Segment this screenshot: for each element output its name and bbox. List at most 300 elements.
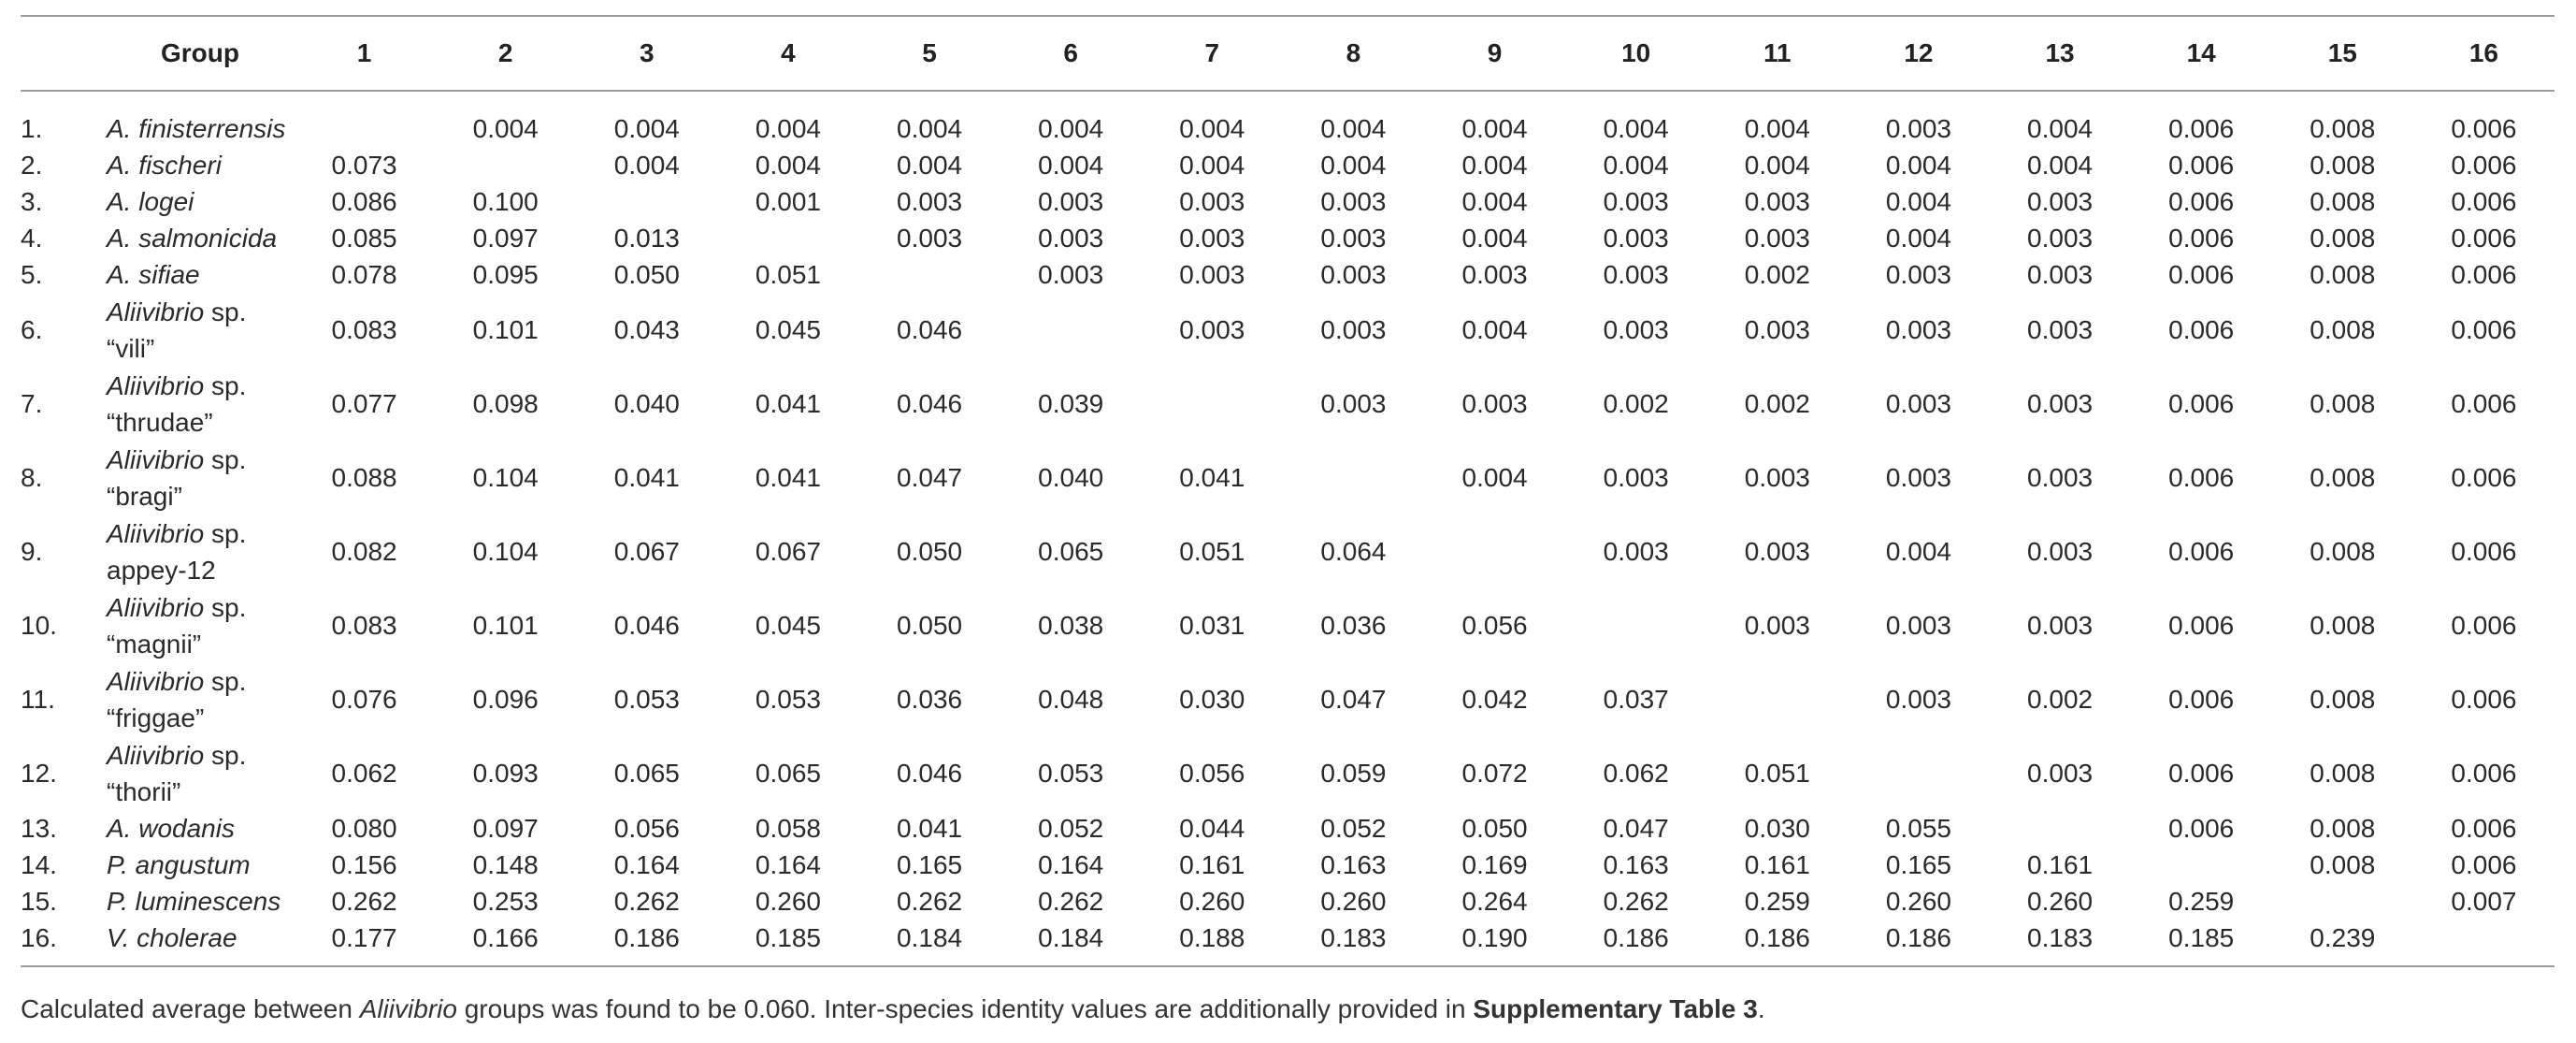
distance-cell: 0.003: [1179, 260, 1245, 289]
group-strain: “bragi”: [107, 481, 182, 511]
distance-cell: 0.004: [1038, 151, 1104, 180]
distance-cell: 0.003: [1744, 187, 1810, 216]
distance-cell: 0.253: [472, 887, 539, 916]
distance-cell: 0.163: [1320, 850, 1387, 879]
distance-cell: 0.001: [755, 187, 821, 216]
distance-cell: 0.008: [2310, 151, 2376, 180]
distance-cell: 0.006: [2451, 151, 2517, 180]
distance-cell: 0.030: [1744, 814, 1810, 843]
distance-cell: 0.186: [1706, 920, 1848, 966]
row-index: 14.: [21, 850, 57, 879]
distance-cell: 0.004: [1885, 187, 1951, 216]
distance-cell: 0.003: [2027, 389, 2094, 418]
distance-cell: 0.004: [1320, 151, 1387, 180]
group-sp: sp.: [204, 666, 247, 696]
distance-cell: 0.064: [1320, 537, 1387, 566]
distance-cell: 0.003: [1461, 389, 1528, 418]
distance-cell: 0.065: [613, 759, 680, 788]
distance-cell: 0.003: [1603, 224, 1669, 253]
distance-cell: 0.003: [1320, 224, 1387, 253]
distance-cell: 0.004: [1179, 151, 1245, 180]
group-name: [107, 847, 294, 883]
distance-cell: [576, 183, 717, 220]
group-genus: A. sifiae: [107, 260, 200, 289]
distance-cell: 0.164: [613, 850, 680, 879]
distance-cell: 0.003: [2027, 611, 2094, 640]
distance-cell: 0.003: [1744, 537, 1810, 566]
header-col-13: 13: [1990, 16, 2131, 91]
table-row: [21, 293, 2554, 367]
distance-cell: 0.041: [613, 463, 680, 492]
distance-cell: 0.165: [897, 850, 963, 879]
distance-cell: 0.188: [1142, 920, 1283, 966]
distance-cell: 0.006: [2451, 537, 2517, 566]
distance-cell: 0.260: [1179, 887, 1245, 916]
distance-cell: 0.003: [1461, 260, 1528, 289]
row-index: 15.: [21, 887, 57, 916]
header-col-9: 9: [1424, 16, 1565, 91]
group-name: [107, 220, 294, 256]
group-sp: sp.: [204, 370, 247, 400]
distance-cell: 0.080: [331, 814, 397, 843]
distance-cell: 0.003: [2027, 224, 2094, 253]
distance-cell: 0.044: [1179, 814, 1245, 843]
distance-cell: 0.004: [613, 151, 680, 180]
distance-cell: 0.003: [1038, 260, 1104, 289]
row-index: 5.: [21, 260, 43, 289]
group-sp: sp.: [204, 444, 247, 474]
distance-cell: [2413, 920, 2554, 966]
group-name: [107, 514, 294, 588]
distance-cell: 0.052: [1038, 814, 1104, 843]
header-col-16: 16: [2413, 16, 2554, 91]
distance-cell: 0.006: [2168, 224, 2235, 253]
group-name: [107, 736, 294, 810]
distance-cell: 0.003: [1038, 187, 1104, 216]
distance-cell: 0.161: [1179, 850, 1245, 879]
distance-cell: 0.046: [897, 389, 963, 418]
distance-cell: [1424, 514, 1565, 588]
distance-cell: 0.006: [2451, 759, 2517, 788]
distance-cell: 0.008: [2310, 611, 2376, 640]
distance-cell: 0.262: [331, 887, 397, 916]
distance-cell: 0.008: [2310, 463, 2376, 492]
distance-cell: 0.100: [472, 187, 539, 216]
distance-cell: 0.038: [1038, 611, 1104, 640]
distance-cell: 0.036: [1320, 611, 1387, 640]
distance-cell: 0.003: [1179, 315, 1245, 344]
group-genus: P. angustum: [107, 850, 251, 879]
distance-cell: 0.097: [472, 224, 539, 253]
footnote-text-2: groups was found to be 0.060. Inter-species identity values are additionally provided in: [456, 994, 1474, 1023]
distance-cell: 0.039: [1038, 389, 1104, 418]
table-row: [21, 441, 2554, 514]
distance-cell: 0.042: [1461, 685, 1528, 714]
group-strain: “friggae”: [107, 703, 205, 732]
distance-cell: 0.004: [2027, 114, 2094, 143]
distance-cell: 0.006: [2168, 814, 2235, 843]
distance-cell: 0.104: [472, 463, 539, 492]
distance-cell: 0.006: [2168, 151, 2235, 180]
distance-cell: 0.065: [755, 759, 821, 788]
distance-cell: 0.062: [1603, 759, 1669, 788]
header-col-2: 2: [435, 16, 576, 91]
distance-cell: 0.006: [2451, 463, 2517, 492]
distance-cell: 0.003: [897, 187, 963, 216]
distance-cell: 0.006: [2168, 389, 2235, 418]
distance-cell: 0.183: [1283, 920, 1424, 966]
row-index: 7.: [21, 389, 43, 418]
distance-cell: 0.062: [331, 759, 397, 788]
distance-cell: 0.004: [1603, 114, 1669, 143]
distance-cell: 0.185: [717, 920, 858, 966]
distance-cell: 0.050: [1461, 814, 1528, 843]
distance-cell: 0.003: [1320, 187, 1387, 216]
distance-cell: 0.004: [897, 114, 963, 143]
distance-cell: 0.006: [2168, 114, 2235, 143]
distance-cell: 0.041: [755, 389, 821, 418]
header-row: [21, 16, 2554, 91]
distance-cell: 0.067: [755, 537, 821, 566]
distance-cell: 0.006: [2168, 260, 2235, 289]
distance-cell: 0.053: [755, 685, 821, 714]
row-index: 16.: [21, 920, 107, 966]
distance-cell: 0.003: [1320, 389, 1387, 418]
distance-cell: 0.051: [1744, 759, 1810, 788]
header-col-7: 7: [1142, 16, 1283, 91]
group-name: [107, 883, 294, 920]
distance-cell: 0.006: [2168, 463, 2235, 492]
table-footnote: [21, 994, 1765, 1024]
distance-cell: 0.004: [1179, 114, 1245, 143]
table-header: [21, 16, 2554, 91]
group-strain: “thrudae”: [107, 407, 213, 437]
distance-cell: 0.050: [897, 611, 963, 640]
distance-cell: [1000, 293, 1142, 367]
distance-cell: 0.003: [1320, 315, 1387, 344]
group-strain: appey-12: [107, 555, 216, 585]
distance-cell: 0.085: [331, 224, 397, 253]
group-sp: sp.: [204, 740, 247, 770]
table-body: [21, 91, 2554, 966]
distance-cell: 0.077: [331, 389, 397, 418]
distance-cell: 0.072: [1461, 759, 1528, 788]
distance-cell: 0.262: [1038, 887, 1104, 916]
distance-cell: 0.003: [2027, 315, 2094, 344]
distance-cell: 0.008: [2310, 224, 2376, 253]
header-col-6: 6: [1000, 16, 1142, 91]
distance-cell: 0.003: [1885, 611, 1951, 640]
table-row: [21, 91, 2554, 147]
distance-cell: 0.006: [2168, 759, 2235, 788]
distance-cell: 0.004: [1461, 315, 1528, 344]
header-col-12: 12: [1848, 16, 1989, 91]
distance-cell: [1706, 662, 1848, 736]
distance-cell: [294, 91, 435, 147]
distance-cell: 0.050: [897, 537, 963, 566]
distance-cell: 0.065: [1038, 537, 1104, 566]
distance-cell: 0.040: [613, 389, 680, 418]
distance-cell: 0.169: [1461, 850, 1528, 879]
distance-cell: 0.048: [1038, 685, 1104, 714]
header-col-4: 4: [717, 16, 858, 91]
distance-cell: 0.148: [472, 850, 539, 879]
table-row: [21, 367, 2554, 441]
distance-cell: 0.008: [2310, 315, 2376, 344]
distance-cell: 0.003: [1885, 389, 1951, 418]
distance-cell: 0.260: [2027, 887, 2094, 916]
distance-cell: 0.047: [1320, 685, 1387, 714]
distance-cell: 0.096: [472, 685, 539, 714]
row-index: 10.: [21, 611, 57, 640]
distance-cell: 0.073: [331, 151, 397, 180]
distance-cell: 0.006: [2168, 685, 2235, 714]
group-genus: A. fischeri: [107, 151, 222, 180]
row-index: 9.: [21, 537, 43, 566]
table-row: [21, 183, 2554, 220]
distance-cell: [2131, 847, 2272, 883]
footnote-text-1: Calculated average between: [21, 994, 360, 1023]
distance-cell: 0.003: [2027, 759, 2094, 788]
distance-cell: 0.047: [1603, 814, 1669, 843]
distance-cell: [859, 256, 1000, 293]
distance-cell: 0.097: [472, 814, 539, 843]
distance-cell: 0.040: [1038, 463, 1104, 492]
distance-cell: 0.186: [576, 920, 717, 966]
group-genus: Aliivibrio: [107, 444, 205, 474]
distance-cell: 0.166: [435, 920, 576, 966]
group-genus: Aliivibrio: [107, 740, 205, 770]
distance-cell: 0.183: [1990, 920, 2131, 966]
row-index: 12.: [21, 759, 57, 788]
distance-cell: 0.004: [1744, 151, 1810, 180]
distance-cell: 0.004: [1461, 151, 1528, 180]
distance-cell: 0.259: [2168, 887, 2235, 916]
distance-cell: 0.004: [755, 151, 821, 180]
header-col-15: 15: [2272, 16, 2413, 91]
distance-cell: 0.046: [897, 759, 963, 788]
distance-cell: 0.185: [2131, 920, 2272, 966]
distance-cell: 0.008: [2310, 114, 2376, 143]
distance-cell: 0.006: [2168, 611, 2235, 640]
distance-cell: 0.260: [755, 887, 821, 916]
distance-cell: 0.008: [2310, 389, 2376, 418]
distance-cell: [435, 147, 576, 183]
header-col-14: 14: [2131, 16, 2272, 91]
row-index: 2.: [21, 151, 43, 180]
group-name: [107, 441, 294, 514]
distance-cell: 0.008: [2310, 685, 2376, 714]
distance-cell: 0.088: [331, 463, 397, 492]
table-row: [21, 847, 2554, 883]
distance-cell: 0.050: [613, 260, 680, 289]
distance-cell: 0.006: [2168, 315, 2235, 344]
distance-cell: 0.003: [1744, 463, 1810, 492]
distance-cell: 0.098: [472, 389, 539, 418]
distance-cell: 0.003: [1320, 260, 1387, 289]
distance-cell: 0.177: [294, 920, 435, 966]
distance-cell: 0.164: [755, 850, 821, 879]
table-row: [21, 736, 2554, 810]
distance-cell: 0.046: [897, 315, 963, 344]
distance-cell: 0.259: [1744, 887, 1810, 916]
distance-cell: 0.260: [1320, 887, 1387, 916]
distance-cell: 0.004: [897, 151, 963, 180]
group-genus: P. luminescens: [107, 887, 281, 916]
distance-cell: 0.004: [472, 114, 539, 143]
distance-cell: 0.003: [897, 224, 963, 253]
distance-cell: [1283, 441, 1424, 514]
distance-cell: 0.046: [613, 611, 680, 640]
header-group: Group: [107, 16, 294, 91]
distance-cell: 0.004: [1744, 114, 1810, 143]
group-name: [107, 147, 294, 183]
table-row: [21, 588, 2554, 662]
distance-cell: 0.045: [755, 611, 821, 640]
group-genus: Aliivibrio: [107, 297, 205, 326]
distance-cell: 0.006: [2451, 224, 2517, 253]
distance-cell: [1142, 367, 1283, 441]
distance-cell: [1990, 810, 2131, 847]
distance-cell: 0.058: [755, 814, 821, 843]
group-genus: A. finisterrensis: [107, 114, 286, 143]
distance-cell: 0.045: [755, 315, 821, 344]
distance-cell: 0.164: [1038, 850, 1104, 879]
distance-cell: 0.055: [1885, 814, 1951, 843]
distance-cell: 0.003: [1603, 260, 1669, 289]
group-genus: Aliivibrio: [107, 666, 205, 696]
row-index: 11.: [21, 685, 55, 714]
group-genus: Aliivibrio: [107, 592, 205, 622]
header-col-5: 5: [859, 16, 1000, 91]
distance-cell: 0.002: [1744, 260, 1810, 289]
distance-cell: 0.004: [1885, 224, 1951, 253]
distance-cell: 0.002: [2027, 685, 2094, 714]
distance-cell: 0.161: [2027, 850, 2094, 879]
table-row: [21, 256, 2554, 293]
distance-cell: 0.051: [755, 260, 821, 289]
distance-cell: 0.083: [331, 611, 397, 640]
distance-cell: 0.104: [472, 537, 539, 566]
footnote-genus: Aliivibrio: [359, 994, 457, 1023]
distance-cell: 0.004: [1885, 151, 1951, 180]
distance-cell: 0.008: [2310, 187, 2376, 216]
distance-cell: 0.163: [1603, 850, 1669, 879]
distance-cell: 0.043: [613, 315, 680, 344]
group-genus: A. salmonicida: [107, 224, 278, 253]
distance-cell: 0.053: [1038, 759, 1104, 788]
distance-cell: 0.082: [331, 537, 397, 566]
distance-cell: 0.041: [1179, 463, 1245, 492]
group-name: [107, 256, 294, 293]
group-strain: “magnii”: [107, 629, 202, 659]
distance-cell: 0.101: [472, 611, 539, 640]
table-row: [21, 920, 2554, 966]
distance-cell: 0.086: [331, 187, 397, 216]
distance-cell: [717, 220, 858, 256]
header-col-1: 1: [294, 16, 435, 91]
group-name: [107, 367, 294, 441]
table-row: [21, 810, 2554, 847]
footnote-text-3: .: [1757, 994, 1765, 1023]
distance-cell: 0.003: [1744, 224, 1810, 253]
distance-cell: 0.004: [1461, 224, 1528, 253]
group-name: [107, 91, 294, 147]
distance-cell: 0.013: [613, 224, 680, 253]
row-index: 3.: [21, 187, 43, 216]
header-index-cell: [21, 16, 107, 91]
group-name: [107, 662, 294, 736]
distance-cell: [1565, 588, 1706, 662]
group-sp: sp.: [204, 297, 247, 326]
distance-cell: 0.004: [1320, 114, 1387, 143]
distance-cell: 0.003: [1603, 463, 1669, 492]
distance-cell: 0.003: [1603, 315, 1669, 344]
distance-cell: 0.004: [1461, 463, 1528, 492]
distance-cell: 0.008: [2310, 759, 2376, 788]
distance-cell: 0.262: [1603, 887, 1669, 916]
distance-cell: 0.004: [1461, 187, 1528, 216]
distance-cell: 0.190: [1424, 920, 1565, 966]
distance-cell: 0.006: [2451, 850, 2517, 879]
distance-cell: 0.003: [1179, 187, 1245, 216]
distance-cell: 0.076: [331, 685, 397, 714]
distance-cell: 0.053: [613, 685, 680, 714]
distance-cell: 0.041: [897, 814, 963, 843]
distance-cell: 0.006: [2451, 315, 2517, 344]
group-name: [107, 293, 294, 367]
distance-cell: 0.006: [2451, 114, 2517, 143]
group-sp: sp.: [204, 592, 247, 622]
distance-cell: 0.184: [859, 920, 1000, 966]
row-index: 1.: [21, 114, 43, 143]
distance-cell: 0.083: [331, 315, 397, 344]
distance-cell: 0.078: [331, 260, 397, 289]
distance-cell: 0.059: [1320, 759, 1387, 788]
table-row: [21, 883, 2554, 920]
row-index: 13.: [21, 814, 57, 843]
distance-cell: 0.260: [1885, 887, 1951, 916]
group-name: [107, 588, 294, 662]
group-sp: sp.: [204, 518, 247, 548]
group-strain: “vili”: [107, 333, 155, 363]
distance-cell: 0.262: [897, 887, 963, 916]
distance-cell: 0.002: [1603, 389, 1669, 418]
distance-cell: 0.003: [1885, 260, 1951, 289]
distance-cell: 0.031: [1179, 611, 1245, 640]
distance-cell: 0.002: [1744, 389, 1810, 418]
distance-cell: 0.264: [1461, 887, 1528, 916]
row-index: 6.: [21, 315, 43, 344]
distance-cell: 0.056: [1179, 759, 1245, 788]
distance-cell: 0.156: [331, 850, 397, 879]
distance-cell: 0.006: [2451, 814, 2517, 843]
distance-cell: 0.006: [2451, 611, 2517, 640]
distance-cell: 0.003: [1885, 315, 1951, 344]
header-col-8: 8: [1283, 16, 1424, 91]
distance-cell: [2272, 883, 2413, 920]
distance-cell: 0.006: [2451, 685, 2517, 714]
distance-cell: 0.003: [1744, 315, 1810, 344]
distance-cell: 0.165: [1885, 850, 1951, 879]
distance-cell: 0.003: [1603, 187, 1669, 216]
distance-cell: 0.004: [755, 114, 821, 143]
distance-cell: 0.030: [1179, 685, 1245, 714]
distance-cell: 0.006: [2168, 187, 2235, 216]
group-genus: A. logei: [107, 187, 194, 216]
distance-cell: 0.101: [472, 315, 539, 344]
distance-cell: 0.003: [2027, 537, 2094, 566]
